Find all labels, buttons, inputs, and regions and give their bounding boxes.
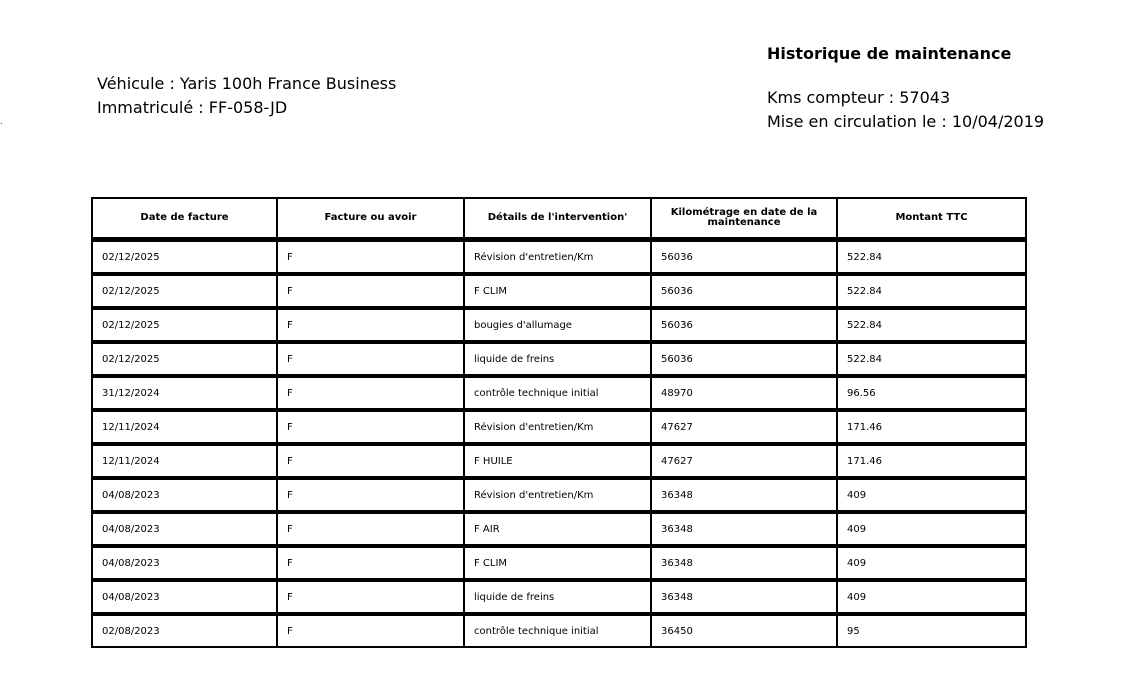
amount-cell: 522.84 (838, 308, 1027, 342)
column-header-invoice-date: Date de facture (91, 197, 278, 240)
table-row (91, 410, 1027, 444)
mileage-cell: 47627 (652, 410, 838, 444)
mileage-cell: 48970 (652, 376, 838, 410)
intervention-details-cell: F HUILE (465, 444, 652, 478)
invoice-date-cell: 02/08/2023 (91, 614, 278, 648)
intervention-details-cell: Révision d'entretien/Km (465, 240, 652, 274)
page-title: Historique de maintenance (767, 44, 1012, 63)
invoice-date-cell: 02/12/2025 (91, 240, 278, 274)
intervention-details-cell: F CLIM (465, 274, 652, 308)
invoice-type-cell: F (278, 274, 465, 308)
invoice-date-cell: 04/08/2023 (91, 512, 278, 546)
invoice-type-cell: F (278, 376, 465, 410)
odometer-reading: Kms compteur : 57043 (767, 88, 951, 107)
invoice-date-cell: 31/12/2024 (91, 376, 278, 410)
mileage-cell: 36348 (652, 478, 838, 512)
invoice-type-cell: F (278, 410, 465, 444)
vehicle-info (97, 72, 396, 120)
invoice-type-cell: F (278, 546, 465, 580)
vehicle-registration: Immatriculé : FF-058-JD (97, 98, 288, 117)
table-row (91, 376, 1027, 410)
invoice-date-cell: 02/12/2025 (91, 342, 278, 376)
intervention-details-cell: liquide de freins (465, 580, 652, 614)
amount-cell: 171.46 (838, 444, 1027, 478)
invoice-date-cell: 04/08/2023 (91, 546, 278, 580)
mileage-cell: 36348 (652, 512, 838, 546)
amount-cell: 522.84 (838, 240, 1027, 274)
amount-cell: 96.56 (838, 376, 1027, 410)
amount-cell: 171.46 (838, 410, 1027, 444)
intervention-details-cell: F AIR (465, 512, 652, 546)
table-row (91, 580, 1027, 614)
mileage-cell: 47627 (652, 444, 838, 478)
intervention-details-cell: Révision d'entretien/Km (465, 410, 652, 444)
table-row (91, 342, 1027, 376)
table-row (91, 546, 1027, 580)
amount-cell: 522.84 (838, 342, 1027, 376)
mileage-cell: 56036 (652, 240, 838, 274)
intervention-details-cell: F CLIM (465, 546, 652, 580)
table-row (91, 444, 1027, 478)
maintenance-table (91, 197, 1027, 648)
amount-cell: 409 (838, 478, 1027, 512)
invoice-date-cell: 12/11/2024 (91, 444, 278, 478)
amount-cell: 409 (838, 512, 1027, 546)
table-row (91, 274, 1027, 308)
column-header-amount: Montant TTC (838, 197, 1027, 240)
invoice-date-cell: 04/08/2023 (91, 580, 278, 614)
invoice-type-cell: F (278, 580, 465, 614)
table-row (91, 478, 1027, 512)
amount-cell: 409 (838, 546, 1027, 580)
invoice-date-cell: 04/08/2023 (91, 478, 278, 512)
column-header-intervention-details: Détails de l'intervention' (465, 197, 652, 240)
table-header-row (91, 197, 1027, 240)
table-row (91, 614, 1027, 648)
mileage-cell: 36450 (652, 614, 838, 648)
intervention-details-cell: contrôle technique initial (465, 376, 652, 410)
first-registration-date: Mise en circulation le : 10/04/2019 (767, 112, 1045, 131)
vehicle-model: Véhicule : Yaris 100h France Business (97, 74, 397, 93)
invoice-type-cell: F (278, 478, 465, 512)
amount-cell: 95 (838, 614, 1027, 648)
column-header-invoice-or-credit: Facture ou avoir (278, 197, 465, 240)
invoice-date-cell: 02/12/2025 (91, 274, 278, 308)
mileage-cell: 36348 (652, 546, 838, 580)
intervention-details-cell: bougies d'allumage (465, 308, 652, 342)
table-row (91, 308, 1027, 342)
invoice-type-cell: F (278, 444, 465, 478)
table-row (91, 240, 1027, 274)
mileage-cell: 56036 (652, 308, 838, 342)
invoice-type-cell: F (278, 614, 465, 648)
history-header (767, 44, 1044, 134)
invoice-date-cell: 12/11/2024 (91, 410, 278, 444)
edge-mark: . (0, 117, 3, 126)
intervention-details-cell: Révision d'entretien/Km (465, 478, 652, 512)
table-row (91, 512, 1027, 546)
mileage-cell: 36348 (652, 580, 838, 614)
invoice-type-cell: F (278, 512, 465, 546)
amount-cell: 409 (838, 580, 1027, 614)
mileage-cell: 56036 (652, 274, 838, 308)
column-header-mileage: Kilométrage en date de la maintenance (652, 197, 838, 240)
invoice-date-cell: 02/12/2025 (91, 308, 278, 342)
mileage-cell: 56036 (652, 342, 838, 376)
invoice-type-cell: F (278, 240, 465, 274)
invoice-type-cell: F (278, 342, 465, 376)
amount-cell: 522.84 (838, 274, 1027, 308)
invoice-type-cell: F (278, 308, 465, 342)
intervention-details-cell: contrôle technique initial (465, 614, 652, 648)
intervention-details-cell: liquide de freins (465, 342, 652, 376)
